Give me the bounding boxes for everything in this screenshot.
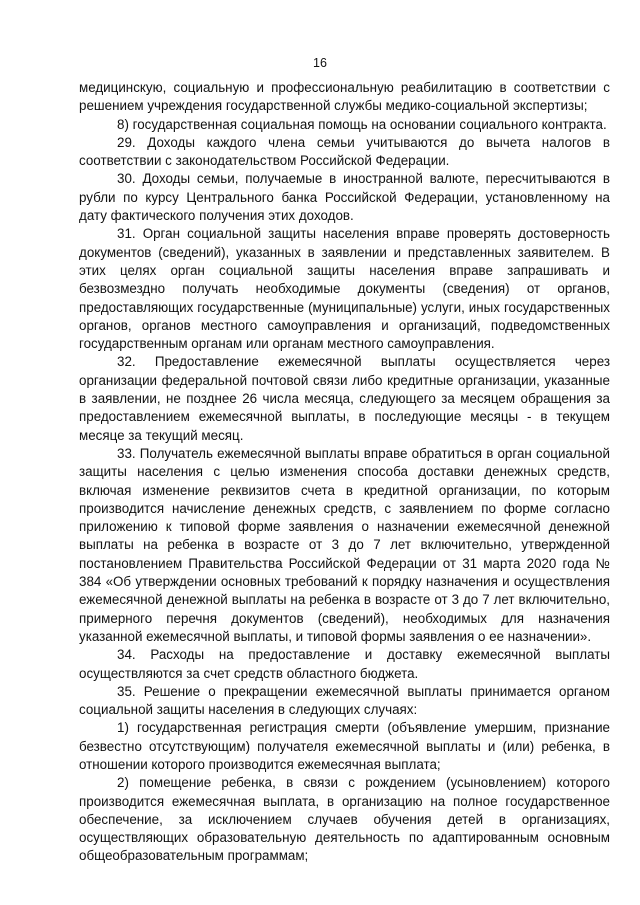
page-number: 16 <box>313 56 327 70</box>
paragraph-29: 29. Доходы каждого члена семьи учитываются до вычета налогов в соответствии с законодательством Российской Федерации. <box>79 134 610 169</box>
paragraph-33: 33. Получатель ежемесячной выплаты вправе обратиться в орган социальной защиты населения с целью изменения способа доставки денежных средств, включая изменение реквизитов счета в кредитной организации, по которым производится начисление денежных средств, с заявлением по форме согласно приложению к типовой форме заявления о назначении ежемесячной денежной выплаты на ребенка в возрасте от 3 до 7 лет включительно, утвержденной постановлением Правительства Российской Федерации от 31 марта 2020 года № 384 «Об утверждении основных требований к порядку назначения и осуществления ежемесячной денежной выплаты на ребенка в возрасте от 3 до 7 лет включительно, примерного перечня документов (сведений), необходимых для назначения указанной ежемесячной выплаты, и типовой формы заявления о ее назначении». <box>79 445 610 644</box>
paragraph-31: 31. Орган социальной защиты населения вправе проверять достоверность документов (сведений), указанных в заявлении и представленных заявителем. В этих целях орган социальной защиты населения вправе запрашивать и безвозмездно получать необходимые документы (сведения) от органов, предоставляющих государственные (муниципальные) услуги, иных государственных органов, органов местного самоуправления и организаций, подведомственных государственным органам или органам местного самоуправления. <box>79 226 610 352</box>
paragraph-32: 32. Предоставление ежемесячной выплаты осуществляется через организации федеральной почтовой связи либо кредитные организации, указанные в заявлении, не позднее 26 числа месяца, следующего за месяцем обращения за предоставлением ежемесячной выплаты, в последующие месяцы - в текущем месяце за текущий месяц. <box>79 354 610 443</box>
paragraph-34: 34. Расходы на предоставление и доставку ежемесячной выплаты осуществляются за счет средств областного бюджета. <box>79 647 610 681</box>
paragraph-continuation: медицинскую, социальную и профессиональную реабилитацию в соответствии с решением учреждения государственной службы медико-социальной экспертизы; <box>79 80 610 114</box>
paragraph-30: 30. Доходы семьи, получаемые в иностранной валюте, пересчитываются в рубли по курсу Центрального банка Российской Федерации, установленному на дату фактического получения этих доходов. <box>79 171 610 224</box>
paragraph-35-item-1: 1) государственная регистрация смерти (объявление умершим, признание безвестно отсутствующим) получателя ежемесячной выплаты и (или) ребенка, в отношении которого производится ежемесячная выплата; <box>79 720 610 772</box>
paragraph-35-item-2: 2) помещение ребенка, в связи с рождением (усыновлением) которого производится ежемесячная выплата, в организацию на полное государственное обеспечение, за исключением случаев обучения детей в организациях, осуществляющих образовательную деятельность по адаптированным основным общеобразовательным программам; <box>79 775 610 864</box>
paragraph-35: 35. Решение о прекращении ежемесячной выплаты принимается органом социальной защиты населения в следующих случаях: <box>79 683 610 718</box>
paragraph-item-8: 8) государственная социальная помощь на основании социального контракта. <box>117 116 607 132</box>
document-body <box>79 79 610 866</box>
